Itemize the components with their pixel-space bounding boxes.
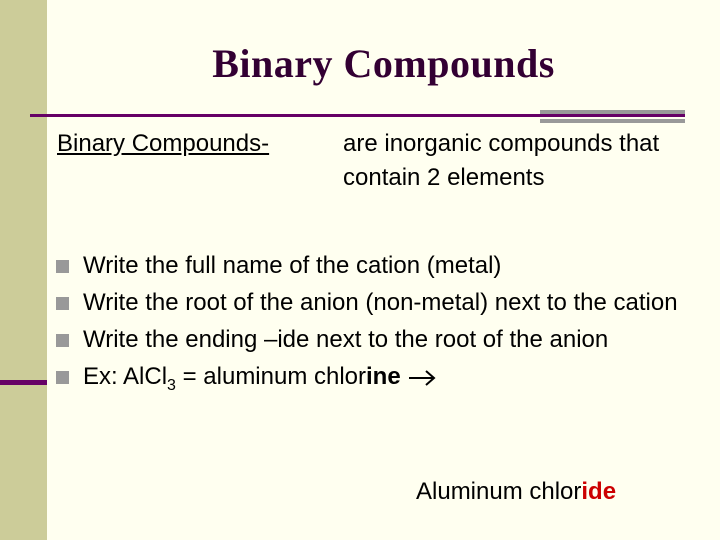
right-arrow-icon — [407, 368, 437, 388]
definition-term: Binary Compounds- — [57, 130, 270, 157]
list-item — [56, 286, 696, 320]
square-bullet-icon — [56, 297, 69, 310]
slide-title: Binary Compounds — [212, 41, 555, 86]
bullet-text: Write the ending –ide next to the root of the anion — [83, 326, 609, 353]
result-ending: ide — [581, 478, 617, 505]
bullet-text: Write the root of the anion (non-metal) next to the cation — [83, 289, 678, 316]
example-subscript: 3 — [167, 376, 176, 394]
bullet-list — [56, 249, 696, 406]
left-band — [0, 0, 47, 540]
bullet-text: Write the full name of the cation (metal) — [83, 252, 502, 279]
example-middle: = aluminum chlor — [175, 363, 367, 390]
square-bullet-icon — [56, 334, 69, 347]
list-item-example — [56, 360, 696, 403]
example-ending: ine — [366, 363, 401, 390]
list-item — [56, 249, 696, 283]
definition-text: are inorganic compounds that contain 2 elements — [343, 130, 660, 191]
title-rule-grey-bottom — [540, 119, 685, 123]
title-rule — [30, 114, 685, 117]
left-accent-bar — [0, 380, 47, 385]
example-prefix: Ex: AlCl — [83, 363, 168, 390]
square-bullet-icon — [56, 371, 69, 384]
example-result — [416, 475, 616, 509]
square-bullet-icon — [56, 260, 69, 273]
result-prefix: Aluminum chlor — [416, 478, 582, 505]
list-item — [56, 323, 696, 357]
